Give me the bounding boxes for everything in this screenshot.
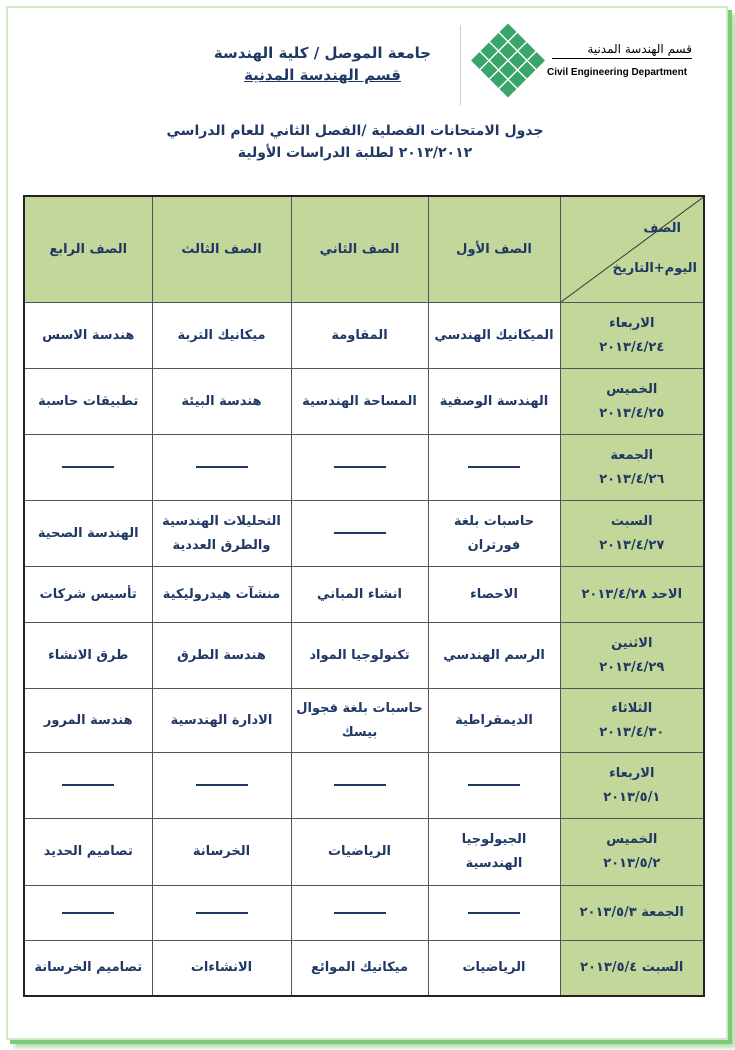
university-heading [200, 42, 445, 86]
column-header: الصف الأول [428, 196, 560, 303]
exam-cell: تصاميم الخرسانة [24, 941, 152, 996]
corner-header [560, 196, 704, 303]
exam-cell: الخرسانة [152, 819, 291, 886]
exam-cell: هندسة البيئة [152, 369, 291, 435]
exam-cell: الجيولوجيا الهندسية [428, 819, 560, 886]
day-name: السبت [641, 959, 684, 975]
exam-cell: ميكانيك الموائع [291, 941, 428, 996]
no-exam-dash [62, 912, 114, 914]
date: ٢٠١٣/٤/٢٥ [599, 405, 665, 421]
exam-cell-empty [428, 886, 560, 941]
exam-cell: المساحة الهندسية [291, 369, 428, 435]
title-line-2: ٢٠١٣/٢٠١٢ لطلبة الدراسات الأولية [237, 145, 473, 161]
exam-cell-empty [152, 886, 291, 941]
divider [460, 25, 461, 105]
exam-cell: ميكانيك التربة [152, 303, 291, 369]
exam-cell: الادارة الهندسية [152, 689, 291, 753]
no-exam-dash [468, 466, 520, 468]
day-cell [560, 369, 704, 435]
exam-cell: الانشاءات [152, 941, 291, 996]
day-name: الاربعاء [609, 315, 655, 331]
day-name: الخميس [606, 381, 658, 397]
exam-cell: الهندسة الصحية [24, 501, 152, 567]
exam-cell: الميكانيك الهندسي [428, 303, 560, 369]
no-exam-dash [196, 784, 248, 786]
column-header: الصف الثاني [291, 196, 428, 303]
day-cell [560, 303, 704, 369]
exam-cell-empty [24, 753, 152, 819]
department-name: قسم الهندسة المدنية [244, 66, 401, 84]
department-logo-icon [468, 24, 548, 104]
date: ٢٠١٣/٥/٣ [579, 905, 637, 920]
logo-arabic-text: قسم الهندسة المدنية [552, 42, 692, 59]
date: ٢٠١٣/٤/٢٤ [599, 339, 665, 355]
table-row [24, 689, 704, 753]
exam-cell-empty [428, 753, 560, 819]
table-row [24, 886, 704, 941]
no-exam-dash [334, 912, 386, 914]
schedule-title [150, 120, 560, 164]
table-row [24, 941, 704, 996]
exam-cell: تكنولوجيا المواد [291, 623, 428, 689]
exam-cell: منشآت هيدروليكية [152, 567, 291, 623]
exam-cell: الرياضيات [291, 819, 428, 886]
date: ٢٠١٣/٥/٤ [580, 959, 638, 975]
exam-cell: انشاء المباني [291, 567, 428, 623]
date: ٢٠١٣/٥/١ [603, 789, 661, 805]
table-row [24, 623, 704, 689]
no-exam-dash [468, 912, 520, 914]
corner-date-label: اليوم+التاريخ [612, 261, 697, 276]
exam-cell-empty [291, 501, 428, 567]
exam-cell: طرق الانشاء [24, 623, 152, 689]
exam-cell: الهندسة الوصفية [428, 369, 560, 435]
day-cell [560, 941, 704, 996]
day-cell [560, 567, 704, 623]
day-name: الجمعة [641, 905, 684, 920]
exam-cell-empty [291, 886, 428, 941]
corner-class-label: الصف [643, 221, 681, 236]
exam-cell-empty [152, 753, 291, 819]
day-cell [560, 689, 704, 753]
header-row [24, 196, 704, 303]
title-line-1: جدول الامتحانات الفصلية /الفصل الثاني للعام الدراسي [166, 123, 544, 139]
date: ٢٠١٣/٥/٢ [603, 856, 661, 871]
day-name: السبت [610, 513, 653, 529]
day-name: الاربعاء [609, 765, 655, 781]
no-exam-dash [334, 532, 386, 534]
no-exam-dash [196, 466, 248, 468]
table-row [24, 819, 704, 886]
no-exam-dash [62, 784, 114, 786]
university-name: جامعة الموصل / كلية الهندسة [213, 44, 432, 62]
no-exam-dash [196, 912, 248, 914]
logo-english-text: Civil Engineering Department [547, 67, 688, 78]
no-exam-dash [468, 784, 520, 786]
exam-cell: هندسة الاسس [24, 303, 152, 369]
day-name: الخميس [606, 832, 658, 847]
exam-cell: هندسة الطرق [152, 623, 291, 689]
table-row [24, 753, 704, 819]
day-cell [560, 501, 704, 567]
column-header: الصف الثالث [152, 196, 291, 303]
exam-cell-empty [24, 435, 152, 501]
date: ٢٠١٣/٤/٢٨ [581, 586, 647, 602]
day-name: الاحد [651, 586, 683, 602]
exam-schedule-table [23, 195, 705, 997]
exam-cell: حاسبات بلغة فورتران [428, 501, 560, 567]
table-row [24, 303, 704, 369]
exam-cell: المقاومة [291, 303, 428, 369]
day-cell [560, 623, 704, 689]
exam-cell-empty [291, 753, 428, 819]
table-row [24, 369, 704, 435]
day-cell [560, 886, 704, 941]
exam-cell: هندسة المرور [24, 689, 152, 753]
date: ٢٠١٣/٤/٢٦ [599, 471, 665, 487]
no-exam-dash [334, 784, 386, 786]
date: ٢٠١٣/٤/٣٠ [599, 724, 665, 740]
exam-cell: تطبيقات حاسبة [24, 369, 152, 435]
day-cell [560, 753, 704, 819]
table-row [24, 435, 704, 501]
date: ٢٠١٣/٤/٢٧ [599, 537, 665, 553]
exam-cell: تصاميم الحديد [24, 819, 152, 886]
no-exam-dash [62, 466, 114, 468]
day-cell [560, 435, 704, 501]
exam-cell: الرسم الهندسي [428, 623, 560, 689]
exam-cell: الاحصاء [428, 567, 560, 623]
date: ٢٠١٣/٤/٢٩ [599, 659, 665, 675]
exam-cell: تأسيس شركات [24, 567, 152, 623]
exam-cell-empty [152, 435, 291, 501]
exam-cell-empty [291, 435, 428, 501]
table-row [24, 567, 704, 623]
exam-cell: حاسبات بلغة فجوال بيسك [291, 689, 428, 753]
day-name: الجمعة [610, 447, 654, 463]
column-header: الصف الرابع [24, 196, 152, 303]
exam-cell: الرياضيات [428, 941, 560, 996]
exam-cell-empty [24, 886, 152, 941]
exam-cell: الديمقراطية [428, 689, 560, 753]
no-exam-dash [334, 466, 386, 468]
day-cell [560, 819, 704, 886]
exam-cell-empty [428, 435, 560, 501]
day-name: الثلاثاء [611, 700, 653, 716]
table-row [24, 501, 704, 567]
exam-cell: التحليلات الهندسية والطرق العددية [152, 501, 291, 567]
day-name: الاثنين [611, 635, 653, 651]
